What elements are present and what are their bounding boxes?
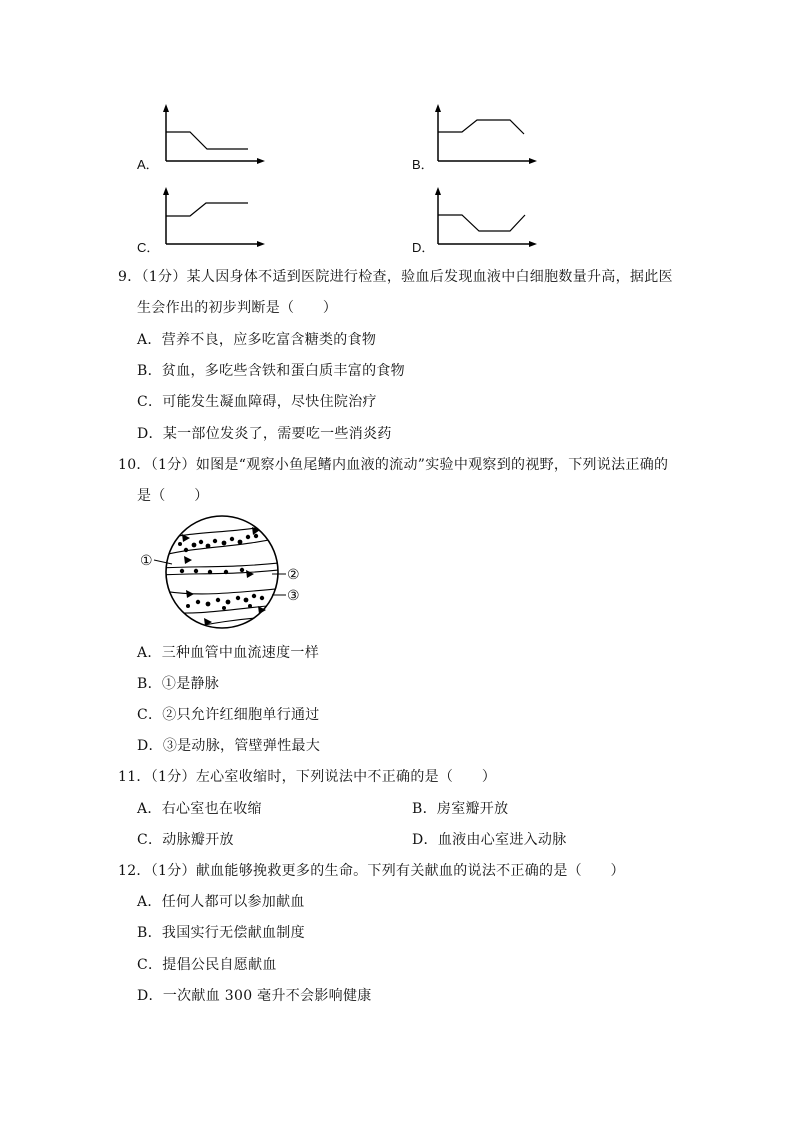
question-11-option-c: C．动脉瓣开放 [137, 832, 234, 848]
question-9-option-d: D．某一部位发炎了，需要吃一些消炎药 [137, 426, 392, 442]
question-10-option-c: C．②只允许红细胞单行通过 [137, 707, 320, 723]
graph-option-b-label: B． [412, 157, 434, 172]
question-12-option-b: B．我国实行无偿献血制度 [137, 925, 305, 941]
question-11-option-b: B．房室瓣开放 [412, 801, 509, 817]
figure-label-3: ③ [287, 588, 300, 604]
graph-c [160, 186, 270, 251]
question-12-option-c: C．提倡公民自愿献血 [137, 957, 277, 973]
graph-option-c-label: C． [137, 240, 160, 255]
question-10-option-b: B．①是静脉 [137, 676, 220, 692]
graph-option-d-label: D． [412, 240, 435, 255]
graph-d [432, 186, 542, 251]
question-12-stem: 12．（1分）献血能够挽救更多的生命。下列有关献血的说法不正确的是（ ） [118, 863, 625, 879]
question-11-option-a: A．右心室也在收缩 [137, 801, 262, 817]
question-9-stem-line-1: 9．（1分）某人因身体不适到医院进行检查，验血后发现血液中白细胞数量升高，据此医 [118, 269, 673, 285]
graph-option-a-label: A． [137, 157, 159, 172]
question-10-stem-line-1: 10．（1分）如图是“观察小鱼尾鳍内血液的流动”实验中观察到的视野，下列说法正确的 [118, 457, 669, 473]
graph-a [160, 103, 270, 168]
question-12-option-a: A．任何人都可以参加献血 [137, 894, 305, 910]
question-10-option-d: D．③是动脉，管壁弹性最大 [137, 738, 321, 754]
question-10-option-a: A．三种血管中血流速度一样 [137, 645, 320, 661]
figure-label-1: ① [140, 553, 153, 569]
graph-b [432, 103, 542, 168]
question-9-stem-line-2: 生会作出的初步判断是（ ） [137, 300, 338, 316]
figure-label-2: ② [287, 567, 300, 583]
question-12-option-d: D．一次献血 300 毫升不会影响健康 [137, 988, 372, 1004]
fish-tail-blood-flow-figure [138, 512, 308, 634]
question-10-stem-line-2: 是（ ） [137, 488, 209, 504]
question-9-option-a: A．营养不良，应多吃富含糖类的食物 [137, 332, 377, 348]
question-11-stem: 11．（1分）左心室收缩时，下列说法中不正确的是（ ） [118, 769, 497, 785]
question-9-option-c: C．可能发生凝血障碍，尽快住院治疗 [137, 394, 377, 410]
question-9-option-b: B．贫血，多吃些含铁和蛋白质丰富的食物 [137, 363, 405, 379]
question-11-option-d: D．血液由心室进入动脉 [412, 832, 567, 848]
